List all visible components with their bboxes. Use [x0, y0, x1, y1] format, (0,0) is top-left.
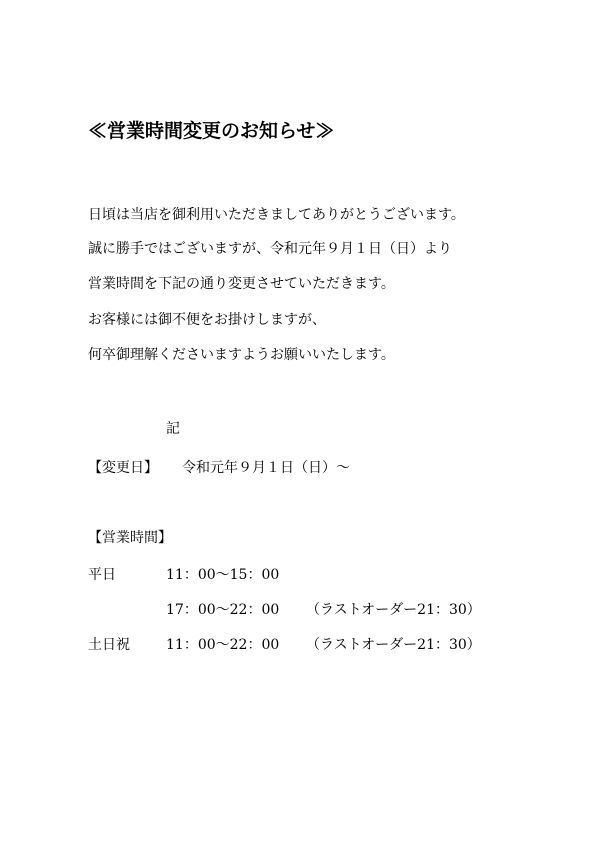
body-line-1: 日頃は当店を御利用いただきましてありがとうございます。	[88, 207, 465, 223]
body-line-3: 営業時間を下記の通り変更させていただきます。	[88, 276, 395, 292]
hours-heading: 【営業時間】	[88, 530, 172, 546]
hours-row-3-day: 土日祝	[88, 637, 130, 653]
note-label: 記	[166, 421, 180, 437]
change-date-value: 令和元年９月１日（日）～	[182, 460, 350, 476]
hours-row-2-note: （ラストオーダー21：30）	[306, 602, 481, 618]
body-line-5: 何卒御理解くださいますようお願いいたします。	[88, 347, 395, 363]
hours-row-3-time: 11：00～22：00	[166, 637, 280, 653]
notice-title: ≪営業時間変更のお知らせ≫	[88, 120, 335, 142]
body-line-2: 誠に勝手ではございますが、令和元年９月１日（日）より	[88, 241, 452, 257]
hours-row-3-note: （ラストオーダー21：30）	[306, 637, 481, 653]
change-date-label: 【変更日】	[88, 460, 158, 476]
hours-row-1-time: 11：00～15：00	[166, 567, 280, 583]
hours-row-2-time: 17：00～22：00	[166, 602, 280, 618]
hours-row-1-day: 平日	[88, 567, 116, 583]
body-line-4: お客様には御不便をお掛けしますが、	[88, 312, 326, 328]
